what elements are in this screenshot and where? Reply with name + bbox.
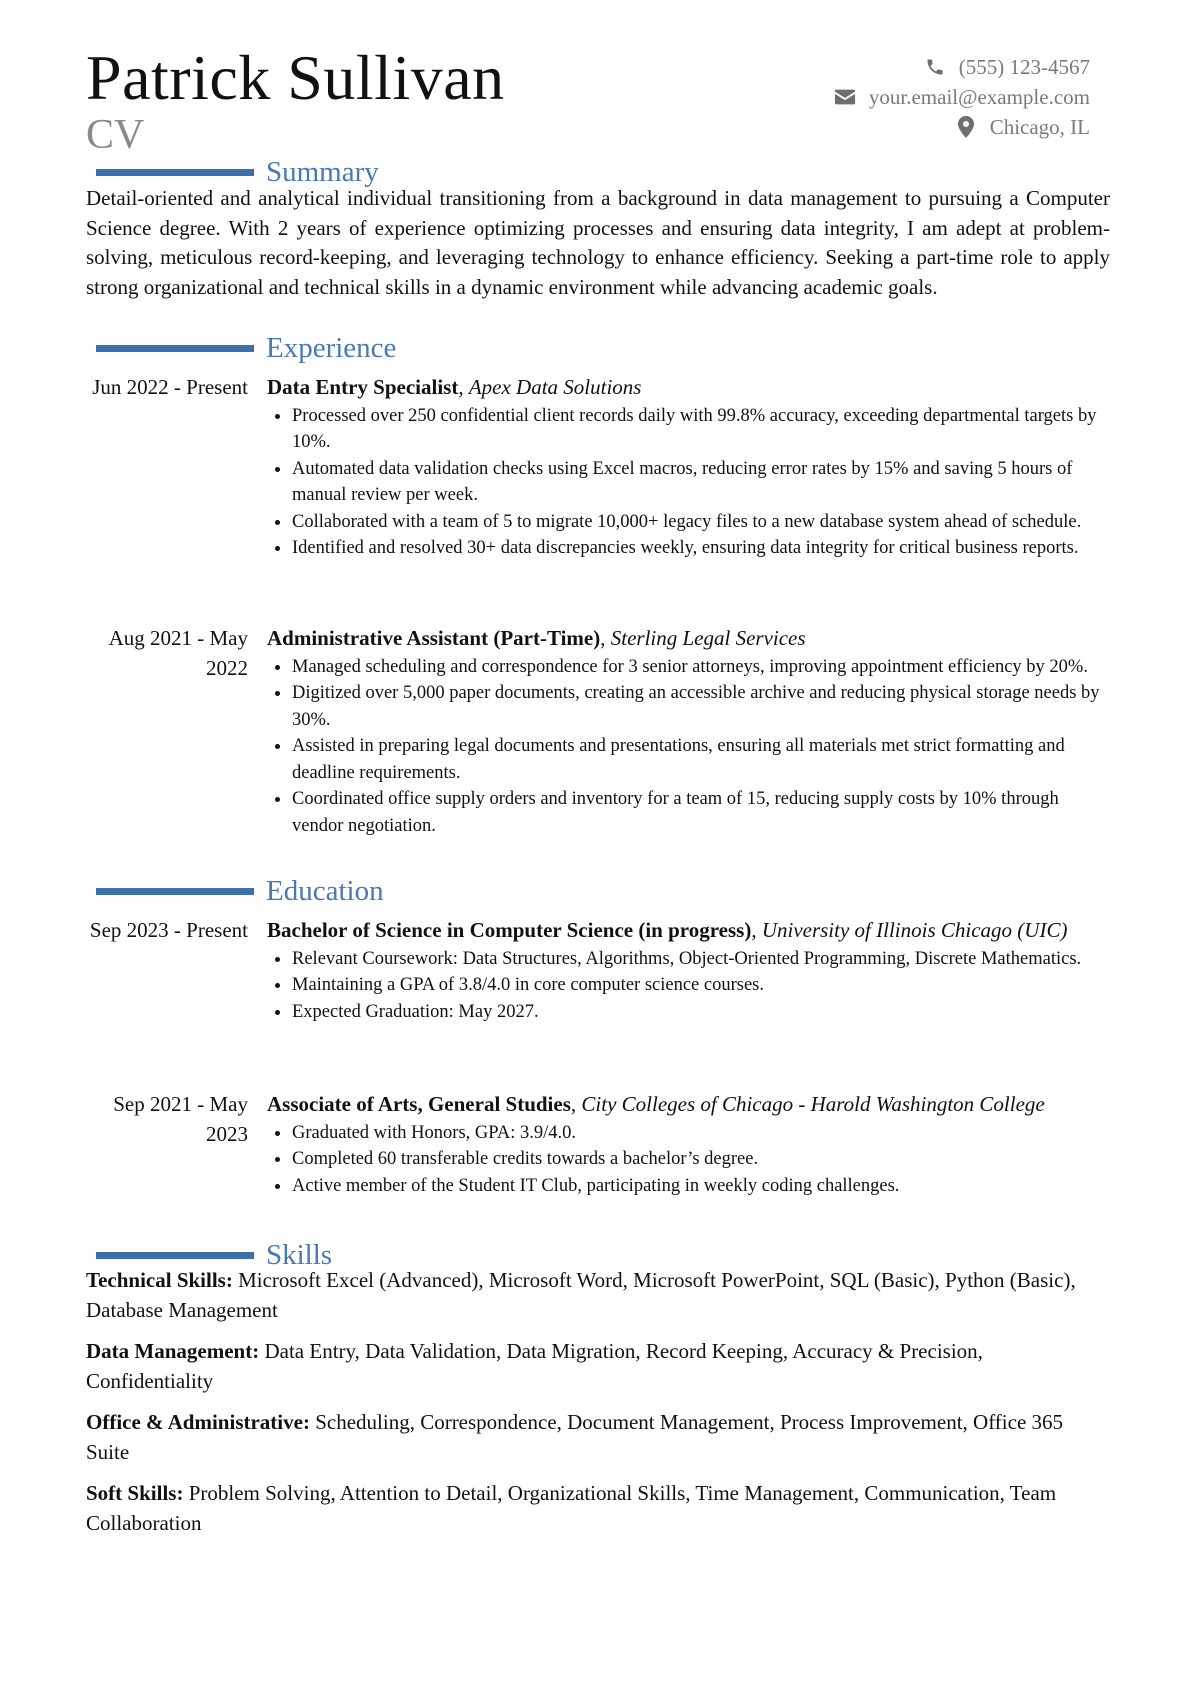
skill-category (86, 1479, 1110, 1538)
contact-block (730, 52, 1090, 142)
map-pin-icon (954, 116, 978, 138)
skill-category-label: Soft Skills: (86, 1481, 184, 1505)
list-item: Relevant Coursework: Data Structures, Algorithms, Object-Oriented Programming, Discrete Mathematics. (267, 946, 1112, 973)
entry-body (267, 373, 1112, 562)
entry-organization: City Colleges of Chicago - Harold Washington College (581, 1092, 1045, 1116)
entry-heading: Administrative Assistant (Part-Time), Sterling Legal Services (267, 626, 806, 650)
section-accent-bar (96, 345, 254, 352)
skill-category-values: Problem Solving, Attention to Detail, Organizational Skills, Time Management, Communication, Team Collaboration (86, 1481, 1057, 1535)
entry-date: Jun 2022 - Present (92, 375, 248, 399)
list-item: Processed over 250 confidential client records daily with 99.8% accuracy, exceeding departmental targets by 10%. (267, 403, 1112, 456)
entry-role: Administrative Assistant (Part-Time) (267, 626, 601, 650)
entry-organization: Sterling Legal Services (610, 626, 806, 650)
skill-category-label: Data Management: (86, 1339, 260, 1363)
list-item: Digitized over 5,000 paper documents, creating an accessible archive and reducing physical storage needs by 30%. (267, 680, 1112, 733)
bullet-list (267, 403, 1112, 562)
skill-category-label: Office & Administrative: (86, 1410, 310, 1434)
bullet-list (267, 654, 1112, 840)
section-title-experience: Experience (266, 332, 397, 364)
entry-body (267, 1090, 1112, 1199)
phone-number: (555) 123-4567 (958, 54, 1090, 79)
section-accent-bar (96, 1252, 254, 1259)
experience-section-header (96, 330, 396, 366)
skill-category-values: Scheduling, Correspondence, Document Management, Process Improvement, Office 365 Suite (86, 1410, 1064, 1464)
bullet-list (267, 1120, 1112, 1200)
skill-category (86, 1408, 1110, 1467)
entry-date: Aug 2021 - May 2022 (108, 626, 248, 680)
list-item: Identified and resolved 30+ data discrepancies weekly, ensuring data integrity for critical business reports. (267, 535, 1112, 562)
entry-organization: Apex Data Solutions (468, 375, 642, 399)
contact-phone (730, 52, 1090, 82)
section-title-education: Education (266, 875, 384, 907)
list-item: Automated data validation checks using Excel macros, reducing error rates by 15% and saving 5 hours of manual review per week. (267, 456, 1112, 509)
entry-role: Data Entry Specialist (267, 375, 459, 399)
section-accent-bar (96, 888, 254, 895)
location-text: Chicago, IL (989, 114, 1090, 139)
email-address[interactable]: your.email@example.com (868, 84, 1090, 109)
list-item: Expected Graduation: May 2027. (267, 999, 1112, 1026)
phone-icon (923, 56, 947, 78)
contact-location (730, 112, 1090, 142)
list-item: Maintaining a GPA of 3.8/4.0 in core computer science courses. (267, 972, 1112, 999)
summary-text: Detail-oriented and analytical individual transitioning from a background in data management to pursuing a Computer Science degree. With 2 years of experience optimizing processes and ensuring data integrity, I am adept at problem-solving, meticulous record-keeping, and leveraging technology to enhance efficiency. Seeking a part-time role to apply strong organizational and technical skills in a dynamic environment while advancing academic goals. (86, 186, 1110, 299)
skill-category-values: Microsoft Excel (Advanced), Microsoft Word, Microsoft PowerPoint, SQL (Basic), Python (Basic), Database Management (86, 1268, 1076, 1322)
skill-category (86, 1337, 1110, 1396)
skills-list (86, 1266, 1110, 1550)
list-item: Completed 60 transferable credits towards a bachelor’s degree. (267, 1146, 1112, 1173)
person-name: Patrick Sullivan (86, 42, 505, 113)
list-item: Graduated with Honors, GPA: 3.9/4.0. (267, 1120, 1112, 1147)
entry-date: Sep 2023 - Present (89, 918, 248, 942)
section-title-skills: Skills (266, 1239, 333, 1271)
entry-date: Sep 2021 - May 2023 (113, 1092, 248, 1146)
list-item: Collaborated with a team of 5 to migrate 10,000+ legacy files to a new database system ahead of schedule. (267, 509, 1112, 536)
bullet-list (267, 946, 1112, 1026)
entry-heading: Bachelor of Science in Computer Science (in progress), University of Illinois Chicago (UIC) (267, 918, 1068, 942)
entry-role: Bachelor of Science in Computer Science (in progress) (267, 918, 752, 942)
list-item: Assisted in preparing legal documents and presentations, ensuring all materials met strict formatting and deadline requirements. (267, 733, 1112, 786)
section-title-summary: Summary (266, 156, 379, 188)
entry-heading: Associate of Arts, General Studies, City Colleges of Chicago - Harold Washington College (267, 1092, 1045, 1116)
list-item: Coordinated office supply orders and inventory for a team of 15, reducing supply costs by 10% through vendor negotiation. (267, 786, 1112, 839)
list-item: Active member of the Student IT Club, participating in weekly coding challenges. (267, 1173, 1112, 1200)
section-accent-bar (96, 169, 254, 176)
contact-email (730, 82, 1090, 112)
entry-body (267, 916, 1112, 1025)
list-item: Managed scheduling and correspondence for 3 senior attorneys, improving appointment efficiency by 20%. (267, 654, 1112, 681)
skill-category (86, 1266, 1110, 1325)
envelope-icon (833, 86, 857, 108)
entry-heading: Data Entry Specialist, Apex Data Solutions (267, 375, 642, 399)
education-section-header (96, 873, 384, 909)
entry-role: Associate of Arts, General Studies (267, 1092, 571, 1116)
document-subtitle: CV (86, 112, 145, 158)
skill-category-label: Technical Skills: (86, 1268, 233, 1292)
entry-organization: University of Illinois Chicago (UIC) (761, 918, 1068, 942)
skill-category-values: Data Entry, Data Validation, Data Migration, Record Keeping, Accuracy & Precision, Confidentiality (86, 1339, 983, 1393)
entry-body (267, 624, 1112, 839)
